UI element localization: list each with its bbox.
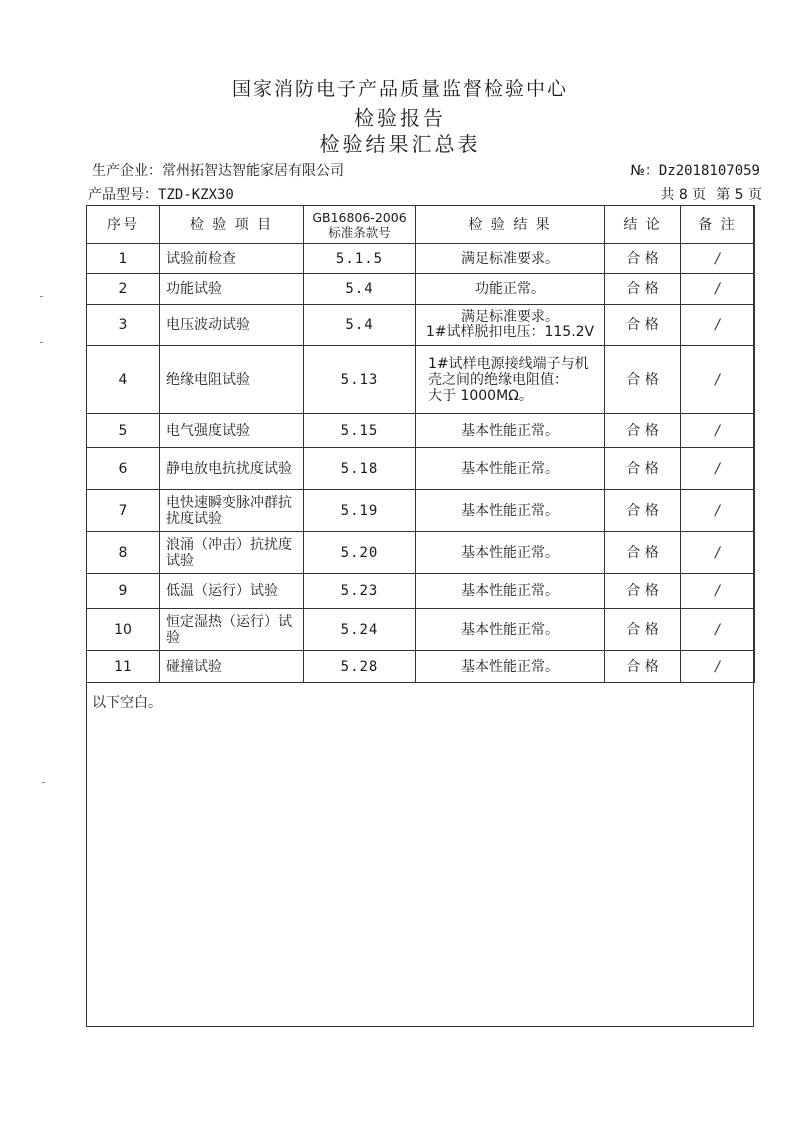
row-seq: 6 xyxy=(87,448,160,490)
header-standard-clause: 标准条款号 xyxy=(328,224,391,240)
report-number-label: №： xyxy=(630,163,659,179)
row-conclusion: 合 格 xyxy=(605,651,681,683)
table-row xyxy=(87,651,755,683)
row-item: 试验前检查 xyxy=(160,244,304,274)
row-seq: 1 xyxy=(87,244,160,274)
row-item: 静电放电抗扰度试验 xyxy=(160,448,304,490)
header-seq: 序号 xyxy=(87,206,160,244)
row-conclusion: 合 格 xyxy=(605,346,681,414)
row-clause: 5.24 xyxy=(304,609,416,651)
table-row xyxy=(87,346,755,414)
row-conclusion: 合 格 xyxy=(605,574,681,609)
row-item: 绝缘电阻试验 xyxy=(160,346,304,414)
row-item: 浪涌（冲击）抗扰度试验 xyxy=(160,532,304,574)
model-label: 产品型号： xyxy=(88,187,158,203)
scan-speck xyxy=(40,342,43,343)
row-clause: 5.18 xyxy=(304,448,416,490)
row-seq: 2 xyxy=(87,274,160,305)
row-remark: / xyxy=(681,346,755,414)
total-pages: 共 8 页 xyxy=(660,187,707,203)
row-result xyxy=(416,305,605,346)
row-conclusion: 合 格 xyxy=(605,274,681,305)
table-row xyxy=(87,574,755,609)
row-item: 电气强度试验 xyxy=(160,414,304,448)
row-clause: 5.23 xyxy=(304,574,416,609)
row-clause: 5.15 xyxy=(304,414,416,448)
row-remark: / xyxy=(681,574,755,609)
row-remark: / xyxy=(681,274,755,305)
row-remark: / xyxy=(681,609,755,651)
row-item: 功能试验 xyxy=(160,274,304,305)
table-row xyxy=(87,448,755,490)
table-row xyxy=(87,414,755,448)
manufacturer-line xyxy=(92,160,344,180)
row-result: 基本性能正常。 xyxy=(416,448,605,490)
row-result xyxy=(416,346,605,414)
row-seq: 7 xyxy=(87,490,160,532)
row-seq: 4 xyxy=(87,346,160,414)
row-clause: 5.4 xyxy=(304,305,416,346)
header-conclusion: 结 论 xyxy=(605,206,681,244)
row-item: 低温（运行）试验 xyxy=(160,574,304,609)
model-line xyxy=(88,184,234,204)
scan-speck xyxy=(42,782,45,783)
header-item: 检 验 项 目 xyxy=(160,206,304,244)
row-clause: 5.4 xyxy=(304,274,416,305)
row-remark: / xyxy=(681,532,755,574)
row-clause: 5.28 xyxy=(304,651,416,683)
table-row xyxy=(87,532,755,574)
manufacturer-value: 常州拓智达智能家居有限公司 xyxy=(162,163,344,179)
row-clause: 5.20 xyxy=(304,532,416,574)
table-header-row xyxy=(87,206,755,244)
current-page: 第 5 页 xyxy=(716,187,762,203)
model-value: TZD-KZX30 xyxy=(158,187,234,203)
header-remark: 备 注 xyxy=(681,206,755,244)
row-clause: 5.1.5 xyxy=(304,244,416,274)
row-clause: 5.13 xyxy=(304,346,416,414)
row-clause: 5.19 xyxy=(304,490,416,532)
row-remark: / xyxy=(681,651,755,683)
row-result: 基本性能正常。 xyxy=(416,414,605,448)
row-item: 电压波动试验 xyxy=(160,305,304,346)
row-seq: 3 xyxy=(87,305,160,346)
row-conclusion: 合 格 xyxy=(605,609,681,651)
table-title: 检验结果汇总表 xyxy=(319,132,481,156)
table-row xyxy=(87,244,755,274)
row-result: 基本性能正常。 xyxy=(416,609,605,651)
row-result: 基本性能正常。 xyxy=(416,574,605,609)
table-row xyxy=(87,490,755,532)
row-seq: 8 xyxy=(87,532,160,574)
row-seq: 10 xyxy=(87,609,160,651)
row-item: 电快速瞬变脉冲群抗扰度试验 xyxy=(160,490,304,532)
row-seq: 5 xyxy=(87,414,160,448)
row-result-line: 1#试样电源接线端子与机 xyxy=(428,355,589,372)
row-remark: / xyxy=(681,490,755,532)
row-item: 碰撞试验 xyxy=(160,651,304,683)
row-conclusion: 合 格 xyxy=(605,490,681,532)
row-result: 基本性能正常。 xyxy=(416,651,605,683)
center-name: 国家消防电子产品质量监督检验中心 xyxy=(231,78,568,100)
row-result-line: 大于 1000MΩ。 xyxy=(428,387,533,404)
row-conclusion: 合 格 xyxy=(605,448,681,490)
row-result-line: 壳之间的绝缘电阻值： xyxy=(428,371,568,388)
header-standard xyxy=(304,206,416,244)
row-conclusion: 合 格 xyxy=(605,532,681,574)
manufacturer-label: 生产企业： xyxy=(92,163,162,179)
row-remark: / xyxy=(681,244,755,274)
row-remark: / xyxy=(681,305,755,346)
report-number xyxy=(630,160,760,180)
row-seq: 9 xyxy=(87,574,160,609)
row-conclusion: 合 格 xyxy=(605,244,681,274)
row-result: 基本性能正常。 xyxy=(416,490,605,532)
header-result: 检 验 结 果 xyxy=(416,206,605,244)
report-title: 检验报告 xyxy=(354,106,446,130)
blank-note: 以下空白。 xyxy=(92,695,162,711)
scan-speck xyxy=(40,296,43,297)
table-row xyxy=(87,305,755,346)
row-remark: / xyxy=(681,414,755,448)
report-number-value: Dz2018107059 xyxy=(658,163,760,179)
row-item: 恒定湿热（运行）试验 xyxy=(160,609,304,651)
results-table xyxy=(86,205,755,683)
row-result-line: 1#试样脱扣电压：115.2V xyxy=(425,324,595,340)
row-result: 基本性能正常。 xyxy=(416,532,605,574)
row-seq: 11 xyxy=(87,651,160,683)
table-row xyxy=(87,609,755,651)
page-count xyxy=(650,184,762,204)
table-row xyxy=(87,274,755,305)
row-result: 功能正常。 xyxy=(416,274,605,305)
row-conclusion: 合 格 xyxy=(605,414,681,448)
row-conclusion: 合 格 xyxy=(605,305,681,346)
header-standard-code: GB16806-2006 xyxy=(312,209,407,225)
row-result: 满足标准要求。 xyxy=(416,244,605,274)
row-remark: / xyxy=(681,448,755,490)
row-result-line: 满足标准要求。 xyxy=(461,309,559,325)
